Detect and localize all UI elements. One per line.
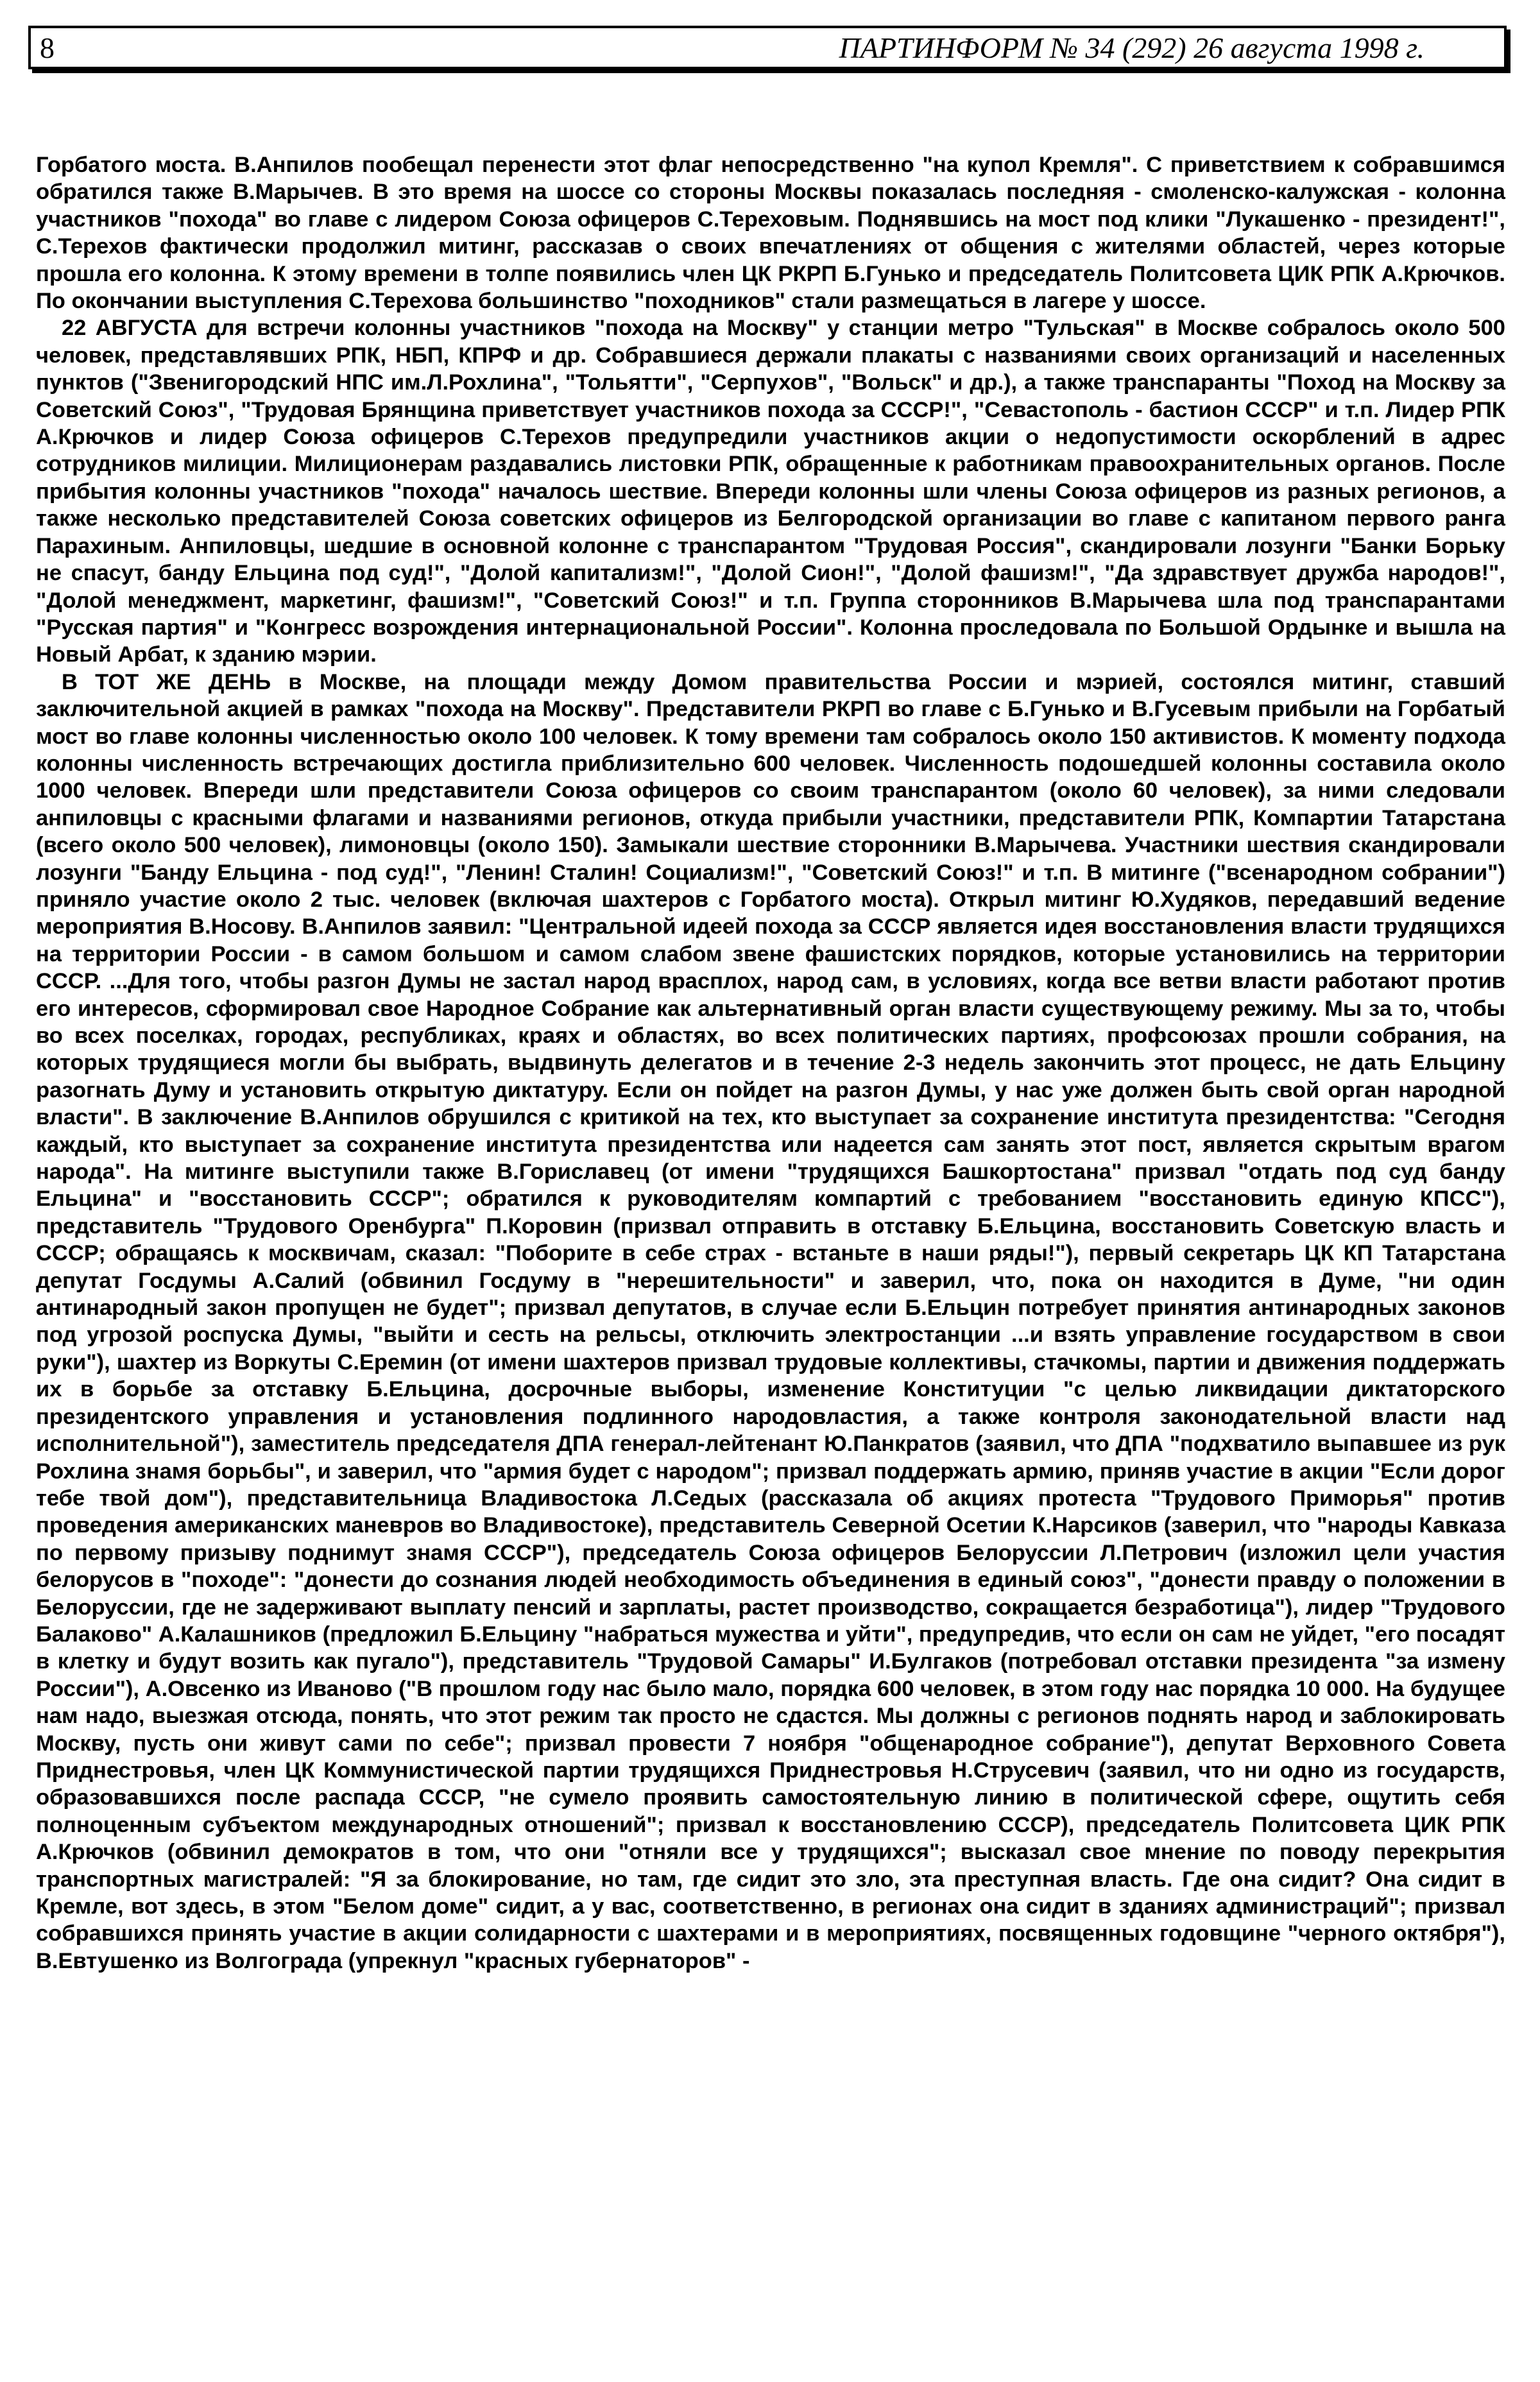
article-body: [28, 151, 1512, 1975]
paragraph-same-day: В ТОТ ЖЕ ДЕНЬ в Москве, на площади между Домом правительства России и мэрией, состоялся митинг, ставший заключительной акцией в рамках "похода на Москву". Представители РКРП во главе с Б.Гунько и В.Гусевым прибыли на Горбатый мост во главе колонны численностью около 100 человек. К тому времени там собралось около 150 активистов. К моменту подхода колонны численность встречающих достигла приблизительно 600 человек. Численность подошедшей колонны составила около 1000 человек. Впереди шли представители Союза офицеров со своим транспарантом (около 60 человек), за ними следовали анпиловцы с красными флагами и названиями регионов, откуда прибыли участники, представители РПК, Компартии Татарстана (всего около 500 человек), лимоновцы (около 150). Замыкали шествие сторонники В.Марычева. Участники шествия скандировали лозунги "Банду Ельцина - под суд!", "Ленин! Сталин! Социализм!", "Советский Союз!" и т.п. В митинге ("всенародном собрании") приняло участие около 2 тыс. человек (включая шахтеров с Горбатого моста). Открыл митинг Ю.Худяков, передавший ведение мероприятия В.Носову. В.Анпилов заявил: "Центральной идеей похода за СССР является идея восстановления власти трудящихся на территории России - в самом большом и самом слабом звене фашистских порядков, которые установились на территории СССР. ...Для того, чтобы разгон Думы не застал народ врасплох, народ сам, в условиях, когда все ветви власти работают против его интересов, сформировал свое Народное Собрание как альтернативный орган власти существующему режиму. Мы за то, чтобы во всех поселках, городах, республиках, краях и областях, во всех политических партиях, профсоюзах прошли собрания, на которых трудящиеся могли бы выбрать, выдвинуть делегатов и в течение 2-3 недель закончить этот процесс, не дать Ельцину разогнать Думу и установить открытую диктатуру. Если он пойдет на разгон Думы, у нас уже должен быть свой орган народной власти". В заключение В.Анпилов обрушился с критикой на тех, кто выступает за сохранение института президентства: "Сегодня каждый, кто выступает за сохранение института президентства или надеется сам занять этот пост, является скрытым врагом народа". На митинге выступили также В.Гориславец (от имени "трудящихся Башкортостана" призвал "отдать под суд банду Ельцина" и "восстановить СССР"; обратился к руководителям компартий с требованием "восстановить единую КПСС"), представитель "Трудового Оренбурга" П.Коровин (призвал отправить в отставку Б.Ельцина, восстановить Советскую власть и СССР; обращаясь к москвичам, сказал: "Поборите в себе страх - встаньте в наши ряды!"), первый секретарь ЦК КП Татарстана депутат Госдумы А.Салий (обвинил Госдуму в "нерешительности" и заверил, что, пока он находится в Думе, "ни один антинародный закон пропущен не будет"; призвал депутатов, в случае если Б.Ельцин потребует принятия антинародных законов под угрозой роспуска Думы, "выйти и сесть на рельсы, отключить электростанции ...и взять управление государством в свои руки"), шахтер из Воркуты С.Еремин (от имени шахтеров призвал трудовые коллективы, стачкомы, партии и движения поддержать их в борьбе за отставку Б.Ельцина, досрочные выборы, изменение Конституции "с целью ликвидации диктаторского президентского управления и установления подлинного народовластия, а также контроля законодательной власти над исполнительной"), заместитель председателя ДПА генерал-лейтенант Ю.Панкратов (заявил, что ДПА "подхватило выпавшее из рук Рохлина знамя борьбы", и заверил, что "армия будет с народом"; призвал поддержать армию, приняв участие в акции "Если дорог тебе твой дом"), представительница Владивостока Л.Седых (рассказала об акциях протеста "Трудового Приморья" против проведения американских маневров во Владивостоке), представитель Северной Осетии К.Нарсиков (заверил, что "народы Кавказа по первому призыву поднимут знамя СССР"), председатель Союза офицеров Белоруссии Л.Петрович (изложил цели участия белорусов в "походе": "донести до сознания людей необходимость объединения в единый союз", "донести правду о положении в Белоруссии, где не задерживают выплату пенсий и зарплаты, растет производство, сокращается безработица"), лидер "Трудового Балаково" А.Калашников (предложил Б.Ельцину "набраться мужества и уйти", предупредив, что если он сам не уйдет, "его посадят в клетку и будут возить как пугало"), представитель "Трудовой Самары" И.Булгаков (потребовал отставки президента "за измену России"), А.Овсенко из Иваново ("В прошлом году нас было мало, порядка 600 человек, в этом году нас порядка 10 000. На будущее нам надо, выезжая отсюда, понять, что этот режим так просто не сдастся. Мы должны с регионов поднять народ и заблокировать Москву, пусть они живут сами по себе"; призвал провести 7 ноября "общенародное собрание"), депутат Верховного Совета Приднестровья, член ЦК Коммунистической партии трудящихся Приднестровья Н.Струсевич (заявил, что ни одно из государств, образовавшихся после распада СССР, "не сумело проявить самостоятельную линию в политической сфере, ощутить себя полноценным субъектом международных отношений"; призвал к восстановлению СССР), председатель Политсовета ЦИК РПК А.Крючков (обвинил демократов в том, что они "отняли все у трудящихся"; высказал свое мнение по поводу перекрытия транспортных магистралей: "Я за блокирование, но там, где сидит это зло, эта преступная власть. Где она сидит? Она сидит в Кремле, вот здесь, в этом "Белом доме" сидит, а у вас, соответственно, в регионах она сидит в зданиях администраций"; призвал собравшихся принять участие в акции солидарности с шахтерами и в мероприятиях, посвященных годовщине "черного октября"), В.Евтушенко из Волгограда (упрекнул "красных губернаторов" -: [36, 669, 1505, 1973]
publication-title: ПАРТИНФОРМ № 34 (292) 26 августа 1998 г.: [839, 31, 1425, 64]
page-number: 8: [40, 31, 55, 64]
paragraph-august-22: 22 АВГУСТА для встречи колонны участников "похода на Москву" у станции метро "Тульская" в Москве собралось около 500 человек, представлявших РПК, НБП, КПРФ и др. Собравшиеся держали плакаты с названиями своих организаций и населенных пунктов ("Звенигородский НПС им.Л.Рохлина", "Тольятти", "Серпухов", "Вольск" и др.), а также транспаранты "Поход на Москву за Советский Союз", "Трудовая Брянщина приветствует участников похода за СССР!", "Севастополь - бастион СССР" и т.п. Лидер РПК А.Крючков и лидер Союза офицеров С.Терехов предупредили участников акции о недопустимости оскорблений в адрес сотрудников милиции. Милиционерам раздавались листовки РПК, обращенные к работникам правоохранительных органов. После прибытия колонны участников "похода" началось шествие. Впереди колонны шли члены Союза офицеров из разных регионов, а также несколько представителей Союза советских офицеров из Белгородской организации во главе с капитаном первого ранга Парахиным. Анпиловцы, шедшие в основной колонне с транспарантом "Трудовая Россия", скандировали лозунги "Банки Борьку не спасут, банду Ельцина под суд!", "Долой капитализм!", "Долой Сион!", "Долой фашизм!", "Да здравствует дружба народов!", "Долой менеджмент, маркетинг, фашизм!", "Советский Союз!" и т.п. Группа сторонников В.Марычева шла под транспарантами "Русская партия" и "Конгресс возрождения интернациональной России". Колонна проследовала по Большой Ордынке и вышла на Новый Арбат, к зданию мэрии.: [36, 316, 1505, 667]
page-header: [28, 26, 1507, 69]
paragraph-continuation: Горбатого моста. В.Анпилов пообещал перенести этот флаг непосредственно "на купол Кремля". С приветствием к собравшимся обратился также В.Марычев. В это время на шоссе со стороны Москвы показалась последняя - смоленско-калужская - колонна участников "похода" во главе с лидером Союза офицеров С.Тереховым. Поднявшись на мост под клики "Лукашенко - президент!", С.Терехов фактически продолжил митинг, рассказав о своих впечатлениях от общения с жителями областей, через которые прошла его колонна. К этому времени в толпе появились член ЦК РКРП Б.Гунько и председатель Политсовета ЦИК РПК А.Крючков. По окончании выступления С.Терехова большинство "походников" стали размещаться в лагере у шоссе.: [36, 153, 1505, 314]
newspaper-page: [28, 26, 1512, 1975]
